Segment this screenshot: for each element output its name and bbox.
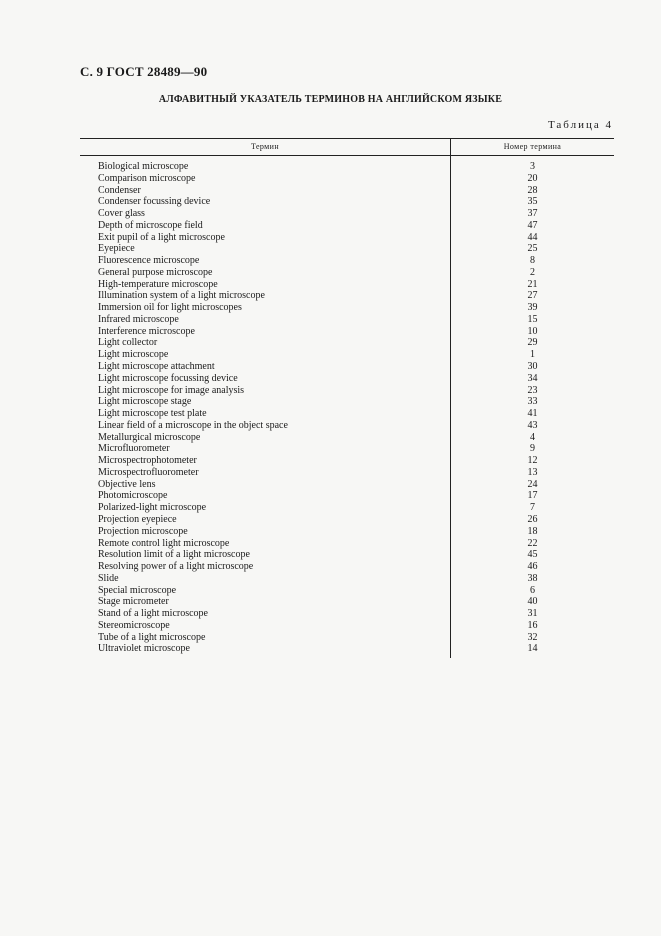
table-row [80, 161, 614, 173]
table-row [80, 208, 614, 220]
term-cell: High-temperature microscope [98, 278, 218, 290]
term-cell: Light microscope attachment [98, 361, 215, 373]
term-number-cell: 28 [527, 184, 538, 196]
table-row [80, 585, 614, 597]
term-number-cell: 20 [527, 172, 538, 184]
term-cell: Condenser focussing device [98, 196, 211, 208]
term-cell: Eyepiece [98, 243, 135, 255]
term-cell: Projection microscope [98, 525, 188, 537]
table-row [80, 538, 614, 550]
term-cell: Stage micrometer [98, 596, 169, 608]
table-row [80, 596, 614, 608]
table-row [80, 432, 614, 444]
term-number-cell: 40 [527, 596, 538, 608]
term-number-cell: 14 [527, 643, 538, 655]
table-row [80, 479, 614, 491]
term-cell: Light collector [98, 337, 158, 349]
table-row [80, 643, 614, 655]
term-number-cell: 6 [530, 584, 535, 596]
term-cell: Microspectrofluorometer [98, 466, 199, 478]
term-cell: Exit pupil of a light microscope [98, 231, 225, 243]
terms-table [80, 138, 614, 658]
term-cell: Slide [98, 572, 119, 584]
table-row [80, 561, 614, 573]
table-row [80, 490, 614, 502]
table-row [80, 349, 614, 361]
term-number-cell: 35 [527, 196, 538, 208]
term-cell: Infrared microscope [98, 313, 179, 325]
term-cell: Ultraviolet microscope [98, 643, 190, 655]
table-row [80, 361, 614, 373]
table-row [80, 326, 614, 338]
term-cell: Projection eyepiece [98, 513, 177, 525]
table-row [80, 396, 614, 408]
term-cell: Condenser [98, 184, 141, 196]
term-number-cell: 45 [527, 549, 538, 561]
table-row [80, 173, 614, 185]
term-number-cell: 30 [527, 361, 538, 373]
term-number-cell: 32 [527, 631, 538, 643]
table-row [80, 420, 614, 432]
column-header-number: Номер термина [503, 142, 562, 151]
term-number-cell: 10 [527, 325, 538, 337]
table-header-rule [80, 155, 614, 156]
table-row [80, 255, 614, 267]
table-row [80, 337, 614, 349]
term-number-cell: 25 [527, 243, 538, 255]
term-number-cell: 7 [530, 502, 535, 514]
term-number-cell: 9 [530, 443, 535, 455]
term-number-cell: 27 [527, 290, 538, 302]
term-cell: Light microscope for image analysis [98, 384, 245, 396]
term-number-cell: 47 [527, 219, 538, 231]
term-cell: Fluorescence microscope [98, 255, 200, 267]
term-number-cell: 16 [527, 619, 538, 631]
term-cell: Biological microscope [98, 161, 189, 172]
table-row [80, 290, 614, 302]
term-cell: Stereomicroscope [98, 619, 170, 631]
term-number-cell: 37 [527, 208, 538, 220]
term-cell: Resolution limit of a light microscope [98, 549, 250, 561]
term-number-cell: 24 [527, 478, 538, 490]
term-number-cell: 13 [527, 466, 538, 478]
term-cell: Stand of a light microscope [98, 608, 208, 620]
table-row [80, 220, 614, 232]
table-row [80, 467, 614, 479]
table-row [80, 526, 614, 538]
term-cell: Remote control light microscope [98, 537, 230, 549]
term-cell: Light microscope test plate [98, 408, 207, 420]
term-number-cell: 31 [527, 608, 538, 620]
table-row [80, 267, 614, 279]
term-cell: Linear field of a microscope in the object space [98, 419, 288, 431]
table-row [80, 196, 614, 208]
table-row [80, 243, 614, 255]
term-cell: Polarized-light microscope [98, 502, 207, 514]
term-cell: Photomicroscope [98, 490, 168, 502]
term-cell: Depth of microscope field [98, 219, 203, 231]
page-header: С. 9 ГОСТ 28489—90 [80, 64, 208, 79]
term-number-cell: 2 [530, 266, 535, 278]
table-row [80, 620, 614, 632]
term-number-cell: 22 [527, 537, 538, 549]
term-number-cell: 29 [527, 337, 538, 349]
table-row [80, 302, 614, 314]
term-number-cell: 21 [527, 278, 538, 290]
table-row [80, 185, 614, 197]
table-row [80, 549, 614, 561]
table-row [80, 443, 614, 455]
table-row [80, 232, 614, 244]
table-row [80, 455, 614, 467]
term-number-cell: 46 [527, 561, 538, 573]
term-number-cell: 23 [527, 384, 538, 396]
table-row [80, 573, 614, 585]
term-cell: Illumination system of a light microscope [98, 290, 265, 302]
term-number-cell: 15 [527, 313, 538, 325]
term-cell: Immersion oil for light microscopes [98, 302, 242, 314]
term-number-cell: 1 [530, 349, 535, 361]
term-number-cell: 12 [527, 455, 538, 467]
term-cell: Cover glass [98, 208, 145, 220]
term-cell: Light microscope focussing device [98, 372, 238, 384]
term-cell: General purpose microscope [98, 266, 213, 278]
table-row [80, 385, 614, 397]
column-header-term: Термин [250, 142, 280, 151]
term-number-cell: 18 [527, 525, 538, 537]
table-top-rule [80, 138, 614, 139]
term-cell: Microspectrophotometer [98, 455, 197, 467]
index-title: АЛФАВИТНЫЙ УКАЗАТЕЛЬ ТЕРМИНОВ НА АНГЛИЙСКОМ ЯЗЫКЕ [158, 94, 503, 105]
table-body [80, 161, 614, 655]
term-number-cell: 43 [527, 419, 538, 431]
term-cell: Interference microscope [98, 325, 195, 337]
table-row [80, 314, 614, 326]
term-number-cell: 26 [527, 513, 538, 525]
term-cell: Tube of a light microscope [98, 631, 206, 643]
table-row [80, 408, 614, 420]
table-row [80, 608, 614, 620]
term-cell: Light microscope stage [98, 396, 192, 408]
term-number-cell: 33 [527, 396, 538, 408]
table-row [80, 632, 614, 644]
term-number-cell: 41 [527, 408, 538, 420]
term-cell: Comparison microscope [98, 172, 196, 184]
term-number-cell: 17 [527, 490, 538, 502]
term-cell: Metallurgical microscope [98, 431, 201, 443]
term-cell: Resolving power of a light microscope [98, 561, 254, 573]
term-number-cell: 8 [530, 255, 535, 267]
table-row [80, 279, 614, 291]
term-cell: Light microscope [98, 349, 169, 361]
term-number-cell: 34 [527, 372, 538, 384]
table-row [80, 502, 614, 514]
term-cell: Objective lens [98, 478, 156, 490]
term-cell: Special microscope [98, 584, 177, 596]
term-number-cell: 44 [527, 231, 538, 243]
table-label: Таблица 4 [547, 119, 613, 131]
table-row [80, 373, 614, 385]
term-cell: Microfluorometer [98, 443, 170, 455]
term-number-cell: 4 [530, 431, 535, 443]
term-number-cell: 39 [527, 302, 538, 314]
table-row [80, 514, 614, 526]
term-number-cell: 38 [527, 572, 538, 584]
term-number-cell: 3 [530, 161, 535, 172]
